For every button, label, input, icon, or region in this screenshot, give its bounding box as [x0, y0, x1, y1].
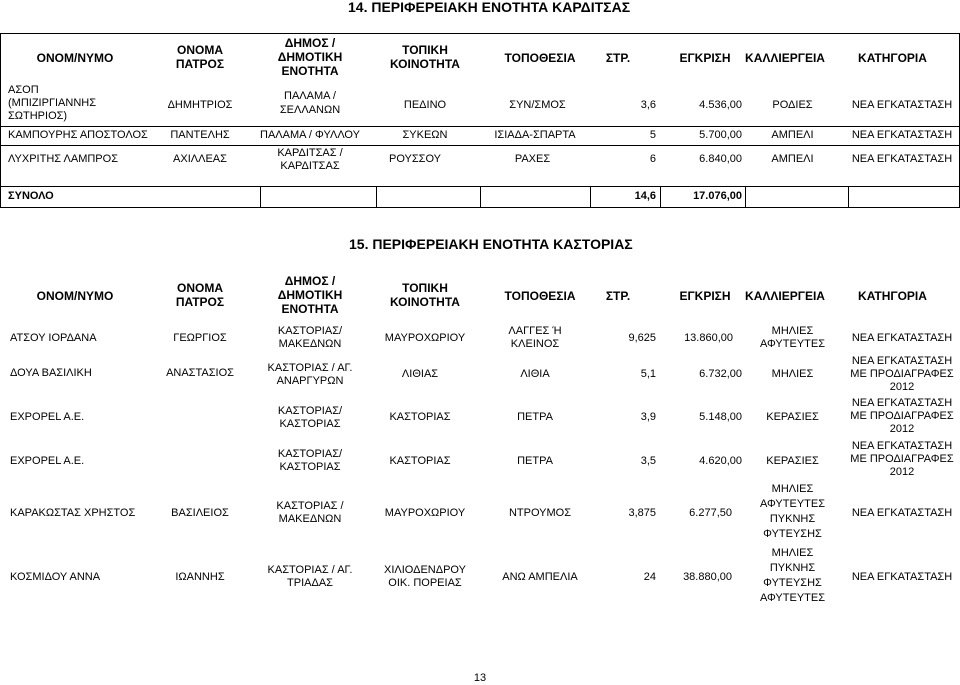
row-name: ΚΑΡΑΚΩΣΤΑΣ ΧΡΗΣΤΟΣ [10, 507, 136, 519]
row-crop-line1: ΜΗΛΙΕΣ [771, 547, 814, 559]
row-str: 9,625 [628, 332, 656, 344]
row-category-line3: 2012 [889, 423, 915, 435]
section-14-title: 14. ΠΕΡΙΦΕΡΕΙΑΚΗ ΕΝΟΤΗΤΑ ΚΑΡΔΙΤΣΑΣ [348, 0, 631, 15]
row-topiki: ΠΕΔΙΝΟ [403, 99, 447, 111]
row-location: ΠΕΤΡΑ [517, 411, 553, 423]
row-approval: 5.148,00 [699, 411, 742, 423]
row-location: ΑΝΩ ΑΜΠΕΛΙΑ [502, 571, 578, 583]
row-crop: ΑΜΠΕΛΙ [771, 153, 814, 165]
row-dimos-line1: ΚΑΣΤΟΡΙΑΣ/ [277, 325, 343, 337]
row-dimos-line2: ΚΑΣΤΟΡΙΑΣ [279, 418, 341, 430]
row-crop: ΑΜΠΕΛΙ [771, 129, 814, 141]
row-category: ΝΕΑ ΕΓΚΑΤΑΣΤΑΣΗ [851, 153, 953, 165]
row-name: ΔΟΥΑ ΒΑΣΙΛΙΚΗ [10, 367, 92, 379]
header-category: ΚΑΤΗΓΟΡΙΑ [858, 289, 927, 303]
row-dimos-line1: ΠΑΛΑΜΑ / [284, 90, 336, 102]
header-location: ΤΟΠΟΘΕΣΙΑ [504, 289, 576, 303]
row-category-line1: ΝΕΑ ΕΓΚΑΤΑΣΤΑΣΗ [851, 397, 953, 409]
header-str: ΣΤΡ. [605, 289, 631, 303]
row-str: 6 [649, 153, 656, 165]
row-crop-line2: ΑΦΥΤΕΥΤΕΣ [759, 338, 826, 350]
row-topiki: ΡΟΥΣΣΟΥ [388, 153, 441, 165]
row-approval: 5.700,00 [699, 129, 742, 141]
row-father: ΑΝΑΣΤΑΣΙΟΣ [166, 367, 234, 379]
row-father: ΔΗΜΗΤΡΙΟΣ [167, 99, 233, 111]
header-dimos-line2: ΔΗΜΟΤΙΚΗ [277, 50, 343, 64]
row-location: ΠΕΤΡΑ [517, 455, 553, 467]
row-dimos-line1: ΚΑΣΤΟΡΙΑΣ/ [277, 448, 343, 460]
row-crop-line2: ΑΦΥΤΕΥΤΕΣ [759, 498, 826, 510]
row-str: 3,875 [628, 507, 656, 519]
header-topiki-line2: ΚΟΙΝΟΤΗΤΑ [390, 295, 460, 309]
row-str: 3,6 [640, 99, 656, 111]
row-dimos-line2: ΑΝΑΡΓΥΡΩΝ [276, 375, 344, 387]
row-topiki: ΜΑΥΡΟΧΩΡΙΟΥ [384, 507, 466, 519]
row-str: 3,5 [640, 455, 656, 467]
header-location: ΤΟΠΟΘΕΣΙΑ [504, 51, 576, 65]
row-dimos-line2: ΚΑΣΤΟΡΙΑΣ [279, 461, 341, 473]
row-crop-line4: ΑΦΥΤΕΥΤΕΣ [759, 592, 826, 604]
row-crop: ΚΕΡΑΣΙΕΣ [766, 455, 819, 467]
row-approval: 6.732,00 [699, 368, 742, 380]
row-topiki-line2: ΟΙΚ. ΠΟΡΕΙΑΣ [388, 577, 462, 589]
row-dimos-line2: ΚΑΡΔΙΤΣΑΣ [280, 160, 340, 172]
row-crop-line1: ΜΗΛΙΕΣ [771, 325, 814, 337]
row-category: ΝΕΑ ΕΓΚΑΤΑΣΤΑΣΗ [851, 332, 953, 344]
row-location-line1: ΛΑΓΓΕΣ Ή [508, 325, 562, 337]
row-name: EXPOPEL A.E. [10, 455, 85, 467]
row-father: ΑΧΙΛΛΕΑΣ [173, 153, 227, 165]
row-crop: ΜΗΛΙΕΣ [771, 368, 814, 380]
header-topiki-line1: ΤΟΠΙΚΗ [402, 281, 448, 295]
row-father: ΙΩΑΝΝΗΣ [175, 571, 225, 583]
total-label: ΣΥΝΟΛΟ [8, 190, 54, 202]
header-crop: ΚΑΛΛΙΕΡΓΕΙΑ [745, 289, 825, 303]
row-crop: ΚΕΡΑΣΙΕΣ [766, 411, 819, 423]
row-name-line1: ΑΣΟΠ [8, 84, 39, 96]
row-topiki: ΚΑΣΤΟΡΙΑΣ [389, 411, 451, 423]
row-location: ΝΤΡΟΥΜΟΣ [508, 507, 572, 519]
row-name: EXPOPEL A.E. [10, 411, 85, 423]
row-location: ΣΥΝ/ΣΜΟΣ [509, 99, 566, 111]
row-approval: 6.277,50 [689, 507, 732, 519]
total-approval: 17.076,00 [693, 190, 742, 202]
header-dimos-line1: ΔΗΜΟΣ / [284, 36, 336, 50]
row-category-line1: ΝΕΑ ΕΓΚΑΤΑΣΤΑΣΗ [851, 440, 953, 452]
row-category: ΝΕΑ ΕΓΚΑΤΑΣΤΑΣΗ [851, 129, 953, 141]
row-name-line3: ΣΩΤΗΡΙΟΣ) [8, 110, 68, 122]
row-name-line2: (ΜΠΙΖΙΡΓΙΑΝΝΗΣ [8, 97, 97, 109]
row-dimos-line1: ΚΑΡΔΙΤΣΑΣ / [277, 147, 343, 159]
row-approval: 4.536,00 [699, 99, 742, 111]
row-crop: ΡΟΔΙΕΣ [772, 99, 813, 111]
row-name: ΛΥΧΡΙΤΗΣ ΛΑΜΠΡΟΣ [8, 153, 118, 165]
total-str: 14,6 [634, 190, 656, 202]
header-topiki-line2: ΚΟΙΝΟΤΗΤΑ [390, 57, 460, 71]
row-topiki: ΣΥΚΕΩΝ [402, 129, 448, 141]
header-name: ΟΝΟΜ/ΝΥΜΟ [36, 289, 114, 303]
row-location: ΙΣΙΑΔΑ-ΣΠΑΡΤΑ [494, 129, 576, 141]
header-father-line2: ΠΑΤΡΟΣ [175, 57, 225, 71]
row-father: ΒΑΣΙΛΕΙΟΣ [171, 507, 229, 519]
page-number: 13 [473, 672, 487, 684]
header-approval: ΕΓΚΡΙΣΗ [679, 51, 731, 65]
header-father-line2: ΠΑΤΡΟΣ [175, 295, 225, 309]
header-dimos-line2: ΔΗΜΟΤΙΚΗ [277, 288, 343, 302]
row-dimos-line1: ΚΑΣΤΟΡΙΑΣ / [276, 500, 344, 512]
row-category-line2: ΜΕ ΠΡΟΔΙΑΓΡΑΦΕΣ [850, 410, 954, 422]
header-name: ΟΝΟΜ/ΝΥΜΟ [36, 51, 114, 65]
row-father: ΠΑΝΤΕΛΗΣ [170, 129, 230, 141]
row-dimos-line2: ΣΕΛΛΑΝΩΝ [279, 104, 341, 116]
header-str: ΣΤΡ. [605, 51, 631, 65]
row-father: ΓΕΩΡΓΙΟΣ [173, 332, 227, 344]
row-name: ΚΟΣΜΙΔΟΥ ΑΝΝΑ [10, 571, 101, 583]
row-name: ΑΤΣΟΥ ΙΟΡΔΑΝΑ [10, 332, 97, 344]
row-location-line2: ΚΛΕΙΝΟΣ [510, 338, 560, 350]
header-category: ΚΑΤΗΓΟΡΙΑ [858, 51, 927, 65]
row-topiki: ΜΑΥΡΟΧΩΡΙΟΥ [384, 332, 466, 344]
row-category: ΝΕΑ ΕΓΚΑΤΑΣΤΑΣΗ [851, 99, 953, 111]
row-topiki-line1: ΧΙΛΙΟΔΕΝΔΡΟΥ [384, 564, 466, 576]
row-crop-line2: ΠΥΚΝΗΣ [769, 562, 816, 574]
row-crop-line3: ΦΥΤΕΥΣΗΣ [763, 577, 822, 589]
row-dimos-line1: ΚΑΣΤΟΡΙΑΣ/ [277, 405, 343, 417]
header-father-line1: ΟΝΟΜΑ [177, 43, 223, 57]
header-dimos-line1: ΔΗΜΟΣ / [284, 274, 336, 288]
row-category: ΝΕΑ ΕΓΚΑΤΑΣΤΑΣΗ [851, 507, 953, 519]
row-dimos-line2: ΤΡΙΑΔΑΣ [287, 577, 333, 589]
row-crop-line4: ΦΥΤΕΥΣΗΣ [763, 528, 822, 540]
row-category-line3: 2012 [889, 381, 915, 393]
row-dimos: ΠΑΛΑΜΑ / ΦΥΛΛΟΥ [260, 129, 360, 141]
row-dimos-line2: ΜΑΚΕΔΝΩΝ [278, 338, 342, 350]
row-location: ΛΙΘΙΑ [520, 368, 550, 380]
row-approval: 6.840,00 [699, 153, 742, 165]
header-dimos-line3: ΕΝΟΤΗΤΑ [281, 64, 339, 78]
section-15-title: 15. ΠΕΡΙΦΕΡΕΙΑΚΗ ΕΝΟΤΗΤΑ ΚΑΣΤΟΡΙΑΣ [349, 236, 633, 252]
row-category-line1: ΝΕΑ ΕΓΚΑΤΑΣΤΑΣΗ [851, 355, 953, 367]
row-topiki: ΚΑΣΤΟΡΙΑΣ [389, 455, 451, 467]
row-dimos-line2: ΜΑΚΕΔΝΩΝ [278, 513, 342, 525]
row-str: 24 [643, 571, 656, 583]
header-father-line1: ΟΝΟΜΑ [177, 281, 223, 295]
row-category: ΝΕΑ ΕΓΚΑΤΑΣΤΑΣΗ [851, 571, 953, 583]
row-location: ΡΑΧΕΣ [514, 153, 551, 165]
row-approval: 38.880,00 [683, 571, 732, 583]
row-crop-line3: ΠΥΚΝΗΣ [769, 513, 816, 525]
row-category-line2: ΜΕ ΠΡΟΔΙΑΓΡΑΦΕΣ [850, 453, 954, 465]
row-name: ΚΑΜΠΟΥΡΗΣ ΑΠΟΣΤΟΛΟΣ [8, 129, 148, 141]
row-dimos-line1: ΚΑΣΤΟΡΙΑΣ / ΑΓ. [267, 564, 353, 576]
row-str: 5,1 [640, 368, 656, 380]
header-topiki-line1: ΤΟΠΙΚΗ [402, 43, 448, 57]
header-crop: ΚΑΛΛΙΕΡΓΕΙΑ [745, 51, 825, 65]
header-approval: ΕΓΚΡΙΣΗ [679, 289, 731, 303]
row-approval: 13.860,00 [684, 332, 733, 344]
header-dimos-line3: ΕΝΟΤΗΤΑ [281, 302, 339, 316]
row-category-line3: 2012 [889, 466, 915, 478]
row-str: 3,9 [640, 411, 656, 423]
row-dimos-line1: ΚΑΣΤΟΡΙΑΣ / ΑΓ. [267, 362, 353, 374]
row-crop-line1: ΜΗΛΙΕΣ [771, 483, 814, 495]
row-category-line2: ΜΕ ΠΡΟΔΙΑΓΡΑΦΕΣ [850, 368, 954, 380]
row-str: 5 [649, 129, 656, 141]
row-approval: 4.620,00 [699, 455, 742, 467]
row-topiki: ΛΙΘΙΑΣ [401, 368, 439, 380]
